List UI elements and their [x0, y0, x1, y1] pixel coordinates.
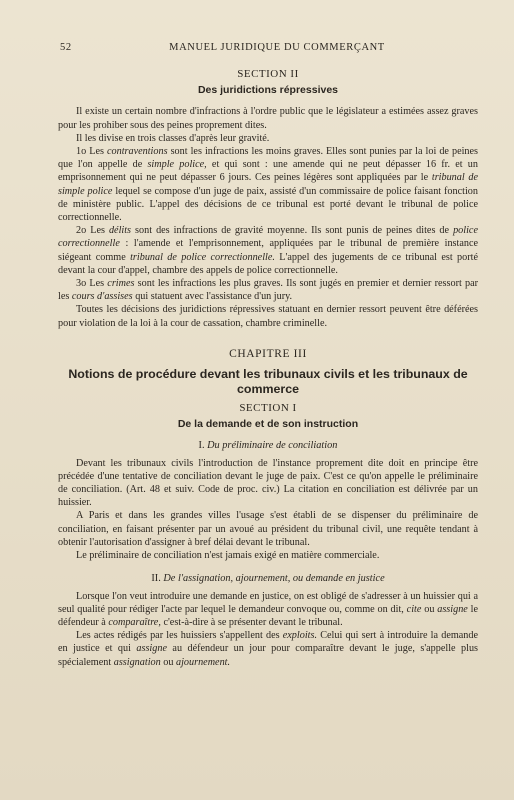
page-number: 52 [60, 42, 72, 53]
page-body [58, 68, 478, 669]
paragraph: Toutes les décisions des juridictions répressives statuant en dernier ressort peuvent être déférées pour violation de la loi à la cour de cassation, chambre criminelle. [58, 304, 478, 329]
paragraph: Le préliminaire de conciliation n'est jamais exigé en matière commerciale. [76, 550, 380, 562]
page-header [60, 42, 474, 53]
section-ii-title: SECTION II [237, 68, 299, 80]
paragraph: Devant les tribunaux civils l'introduction de l'instance proprement dite doit en principe être précédée d'une tentative de conciliation devant le juge de paix. C'est ce qu'on appelle le préliminaire de conciliation. (Art. 48 et suiv. Code de proc. civ.) La citation en conciliation est délivrée par un huissier. [58, 457, 478, 509]
running-title: MANUEL JURIDIQUE DU COMMERÇANT [169, 42, 385, 53]
subheading-conciliation: I. Du préliminaire de conciliation [198, 440, 338, 452]
paragraph: A Paris et dans les grandes villes l'usage s'est établi de se dispenser du préliminaire de conciliation, en faisant présenter par un avoué au président du tribunal civil, une requête tendant à obtenir l'autorisation d'assigner à bref délai devant le tribunal. [58, 510, 478, 548]
paragraph-exploits: Les actes rédigés par les huissiers s'appellent des exploits. Celui qui sert à introduire la demande en justice et qui assigne au défendeur un jour pour comparaître devant le juge, s'appelle plus spécialement assignation ou ajournement. [58, 630, 478, 668]
paragraph-contraventions: 1o Les contraventions sont les infractions les moins graves. Elles sont punies par la loi de peines que l'on appelle de simple police, et qui sont : une amende qui ne peut dépasser 16 fr. et un emprisonnement qui ne peut dépasser 6 jours. Ces peines légères sont appliquées par le tribunal de simple police lequel se compose d'un juge de paix, assisté d'un commissaire de police faisant fonction de ministère public. L'appel des décisions de ce tribunal est porté devant le tribunal de police correctionnelle. [58, 146, 478, 224]
paragraph-crimes: 3o Les crimes sont les infractions les plus graves. Ils sont jugés en premier et dernier ressort par les cours d'assises qui statuent avec l'assistance d'un jury. [58, 278, 478, 303]
chapter-iii-subtitle: Notions de procédure devant les tribunaux civils et les tribunaux de commerce [68, 367, 468, 397]
section-i-subtitle: De la demande et de son instruction [177, 418, 359, 431]
paragraph: Il existe un certain nombre d'infractions à l'ordre public que le législateur a estimées assez graves pour les prohiber sous des peines proprement dites. [58, 106, 478, 131]
paragraph-delits: 2o Les délits sont des infractions de gravité moyenne. Ils sont punis de peines dites de police correctionnelle : l'amende et l'emprisonnement, appliquées par le tribunal de première instance siégeant comme tribunal de police correctionnelle. L'appel des jugements de ce tribunal est porté devant la cour d'appel, chambre des appels de police correctionnelle. [58, 225, 478, 276]
paragraph-assignation: Lorsque l'on veut introduire une demande en justice, on est obligé de s'adresser à un huissier qui a seul qualité pour rédiger l'acte par lequel le demandeur convoque ou, comme on dit, cite ou assigne le défendeur à comparaître, c'est-à-dire à se présenter devant le tribunal. [58, 590, 478, 628]
section-ii-subtitle: Des juridictions répressives [197, 84, 339, 97]
paragraph: Il les divise en trois classes d'après leur gravité. [76, 132, 270, 144]
subheading-assignation: II. De l'assignation, ajournement, ou demande en justice [151, 573, 385, 585]
chapter-iii-title: CHAPITRE III [229, 347, 307, 360]
section-i-title: SECTION I [239, 402, 297, 415]
